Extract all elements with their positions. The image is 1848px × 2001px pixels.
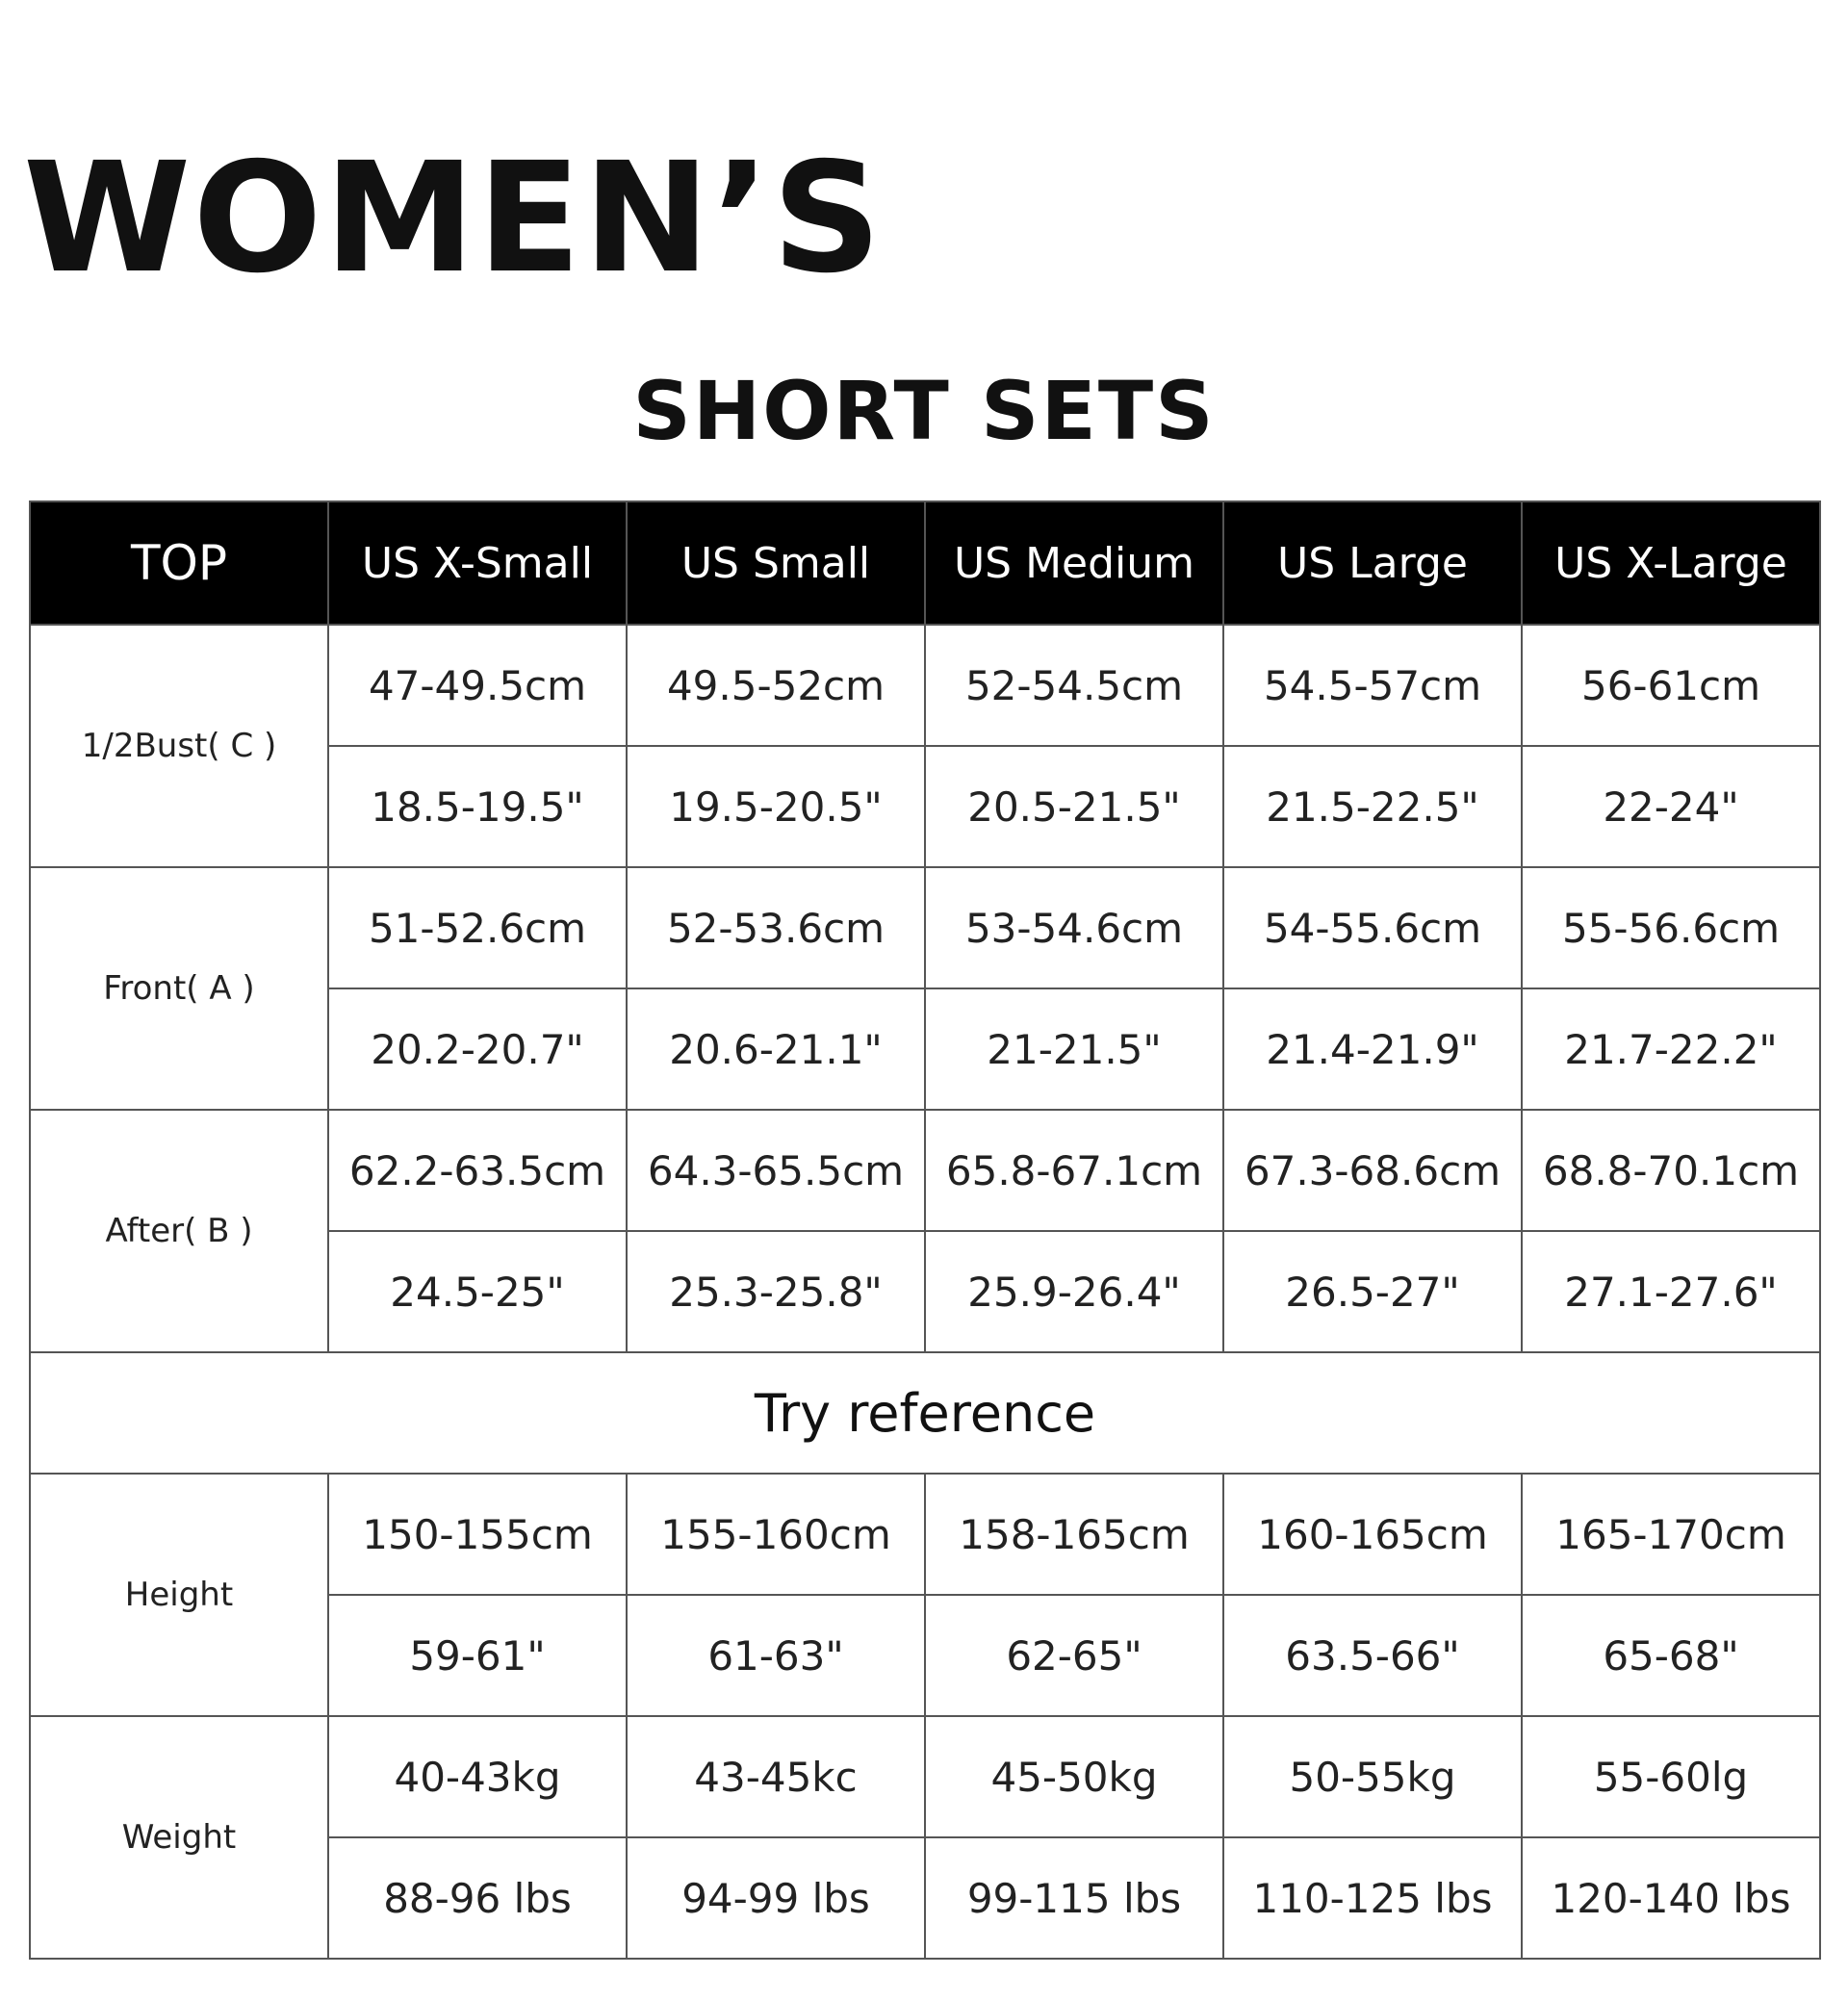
page-subtitle: SHORT SETS xyxy=(632,364,1216,458)
table-cell: 21.4-21.9" xyxy=(1223,988,1522,1110)
row-label-height: Height xyxy=(30,1474,328,1716)
row-label-bust: 1/2Bust( C ) xyxy=(30,625,328,867)
table-cell: 94-99 lbs xyxy=(627,1837,925,1959)
table-cell: 51-52.6cm xyxy=(328,867,627,988)
section-label-try-reference: Try reference xyxy=(30,1352,1820,1474)
table-cell: 59-61" xyxy=(328,1595,627,1716)
table-cell: 150-155cm xyxy=(328,1474,627,1595)
table-cell: 19.5-20.5" xyxy=(627,746,925,867)
table-cell: 165-170cm xyxy=(1522,1474,1820,1595)
table-cell: 24.5-25" xyxy=(328,1231,627,1352)
table-cell: 65.8-67.1cm xyxy=(925,1110,1223,1231)
table-cell: 160-165cm xyxy=(1223,1474,1522,1595)
table-cell: 43-45kc xyxy=(627,1716,925,1837)
table-cell: 22-24" xyxy=(1522,746,1820,867)
table-cell: 55-56.6cm xyxy=(1522,867,1820,988)
table-cell: 53-54.6cm xyxy=(925,867,1223,988)
table-section-row xyxy=(30,1352,1820,1474)
size-chart-table xyxy=(29,500,1821,1960)
table-cell: 158-165cm xyxy=(925,1474,1223,1595)
row-label-after: After( B ) xyxy=(30,1110,328,1352)
header-size-large: US Large xyxy=(1223,501,1522,625)
table-cell: 27.1-27.6" xyxy=(1522,1231,1820,1352)
header-label-top: TOP xyxy=(30,501,328,625)
table-row-height-cm xyxy=(30,1474,1820,1595)
table-cell: 88-96 lbs xyxy=(328,1837,627,1959)
table-header-row xyxy=(30,501,1820,625)
header-size-x-small: US X-Small xyxy=(328,501,627,625)
table-cell: 56-61cm xyxy=(1522,625,1820,746)
table-cell: 155-160cm xyxy=(627,1474,925,1595)
table-cell: 54-55.6cm xyxy=(1223,867,1522,988)
table-cell: 47-49.5cm xyxy=(328,625,627,746)
table-cell: 20.5-21.5" xyxy=(925,746,1223,867)
table-cell: 25.9-26.4" xyxy=(925,1231,1223,1352)
table-cell: 52-53.6cm xyxy=(627,867,925,988)
table-cell: 68.8-70.1cm xyxy=(1522,1110,1820,1231)
table-cell: 25.3-25.8" xyxy=(627,1231,925,1352)
table-row-after-cm xyxy=(30,1110,1820,1231)
table-cell: 55-60lg xyxy=(1522,1716,1820,1837)
table-cell: 62-65" xyxy=(925,1595,1223,1716)
table-cell: 20.6-21.1" xyxy=(627,988,925,1110)
table-cell: 54.5-57cm xyxy=(1223,625,1522,746)
row-label-weight: Weight xyxy=(30,1716,328,1959)
table-cell: 65-68" xyxy=(1522,1595,1820,1716)
table-row-front-cm xyxy=(30,867,1820,988)
table-row-bust-cm xyxy=(30,625,1820,746)
table-cell: 61-63" xyxy=(627,1595,925,1716)
table-cell: 26.5-27" xyxy=(1223,1231,1522,1352)
table-cell: 110-125 lbs xyxy=(1223,1837,1522,1959)
table-cell: 52-54.5cm xyxy=(925,625,1223,746)
table-cell: 50-55kg xyxy=(1223,1716,1522,1837)
table-cell: 49.5-52cm xyxy=(627,625,925,746)
table-cell: 21.7-22.2" xyxy=(1522,988,1820,1110)
page-title: WOMEN’S xyxy=(23,130,884,307)
table-row-weight-kg xyxy=(30,1716,1820,1837)
table-cell: 40-43kg xyxy=(328,1716,627,1837)
table-cell: 21.5-22.5" xyxy=(1223,746,1522,867)
table-cell: 21-21.5" xyxy=(925,988,1223,1110)
table-cell: 120-140 lbs xyxy=(1522,1837,1820,1959)
table-cell: 64.3-65.5cm xyxy=(627,1110,925,1231)
table-cell: 99-115 lbs xyxy=(925,1837,1223,1959)
header-size-small: US Small xyxy=(627,501,925,625)
table-cell: 45-50kg xyxy=(925,1716,1223,1837)
header-size-medium: US Medium xyxy=(925,501,1223,625)
table-cell: 20.2-20.7" xyxy=(328,988,627,1110)
table-cell: 62.2-63.5cm xyxy=(328,1110,627,1231)
table-cell: 63.5-66" xyxy=(1223,1595,1522,1716)
header-size-x-large: US X-Large xyxy=(1522,501,1820,625)
row-label-front: Front( A ) xyxy=(30,867,328,1110)
table-cell: 18.5-19.5" xyxy=(328,746,627,867)
table-cell: 67.3-68.6cm xyxy=(1223,1110,1522,1231)
